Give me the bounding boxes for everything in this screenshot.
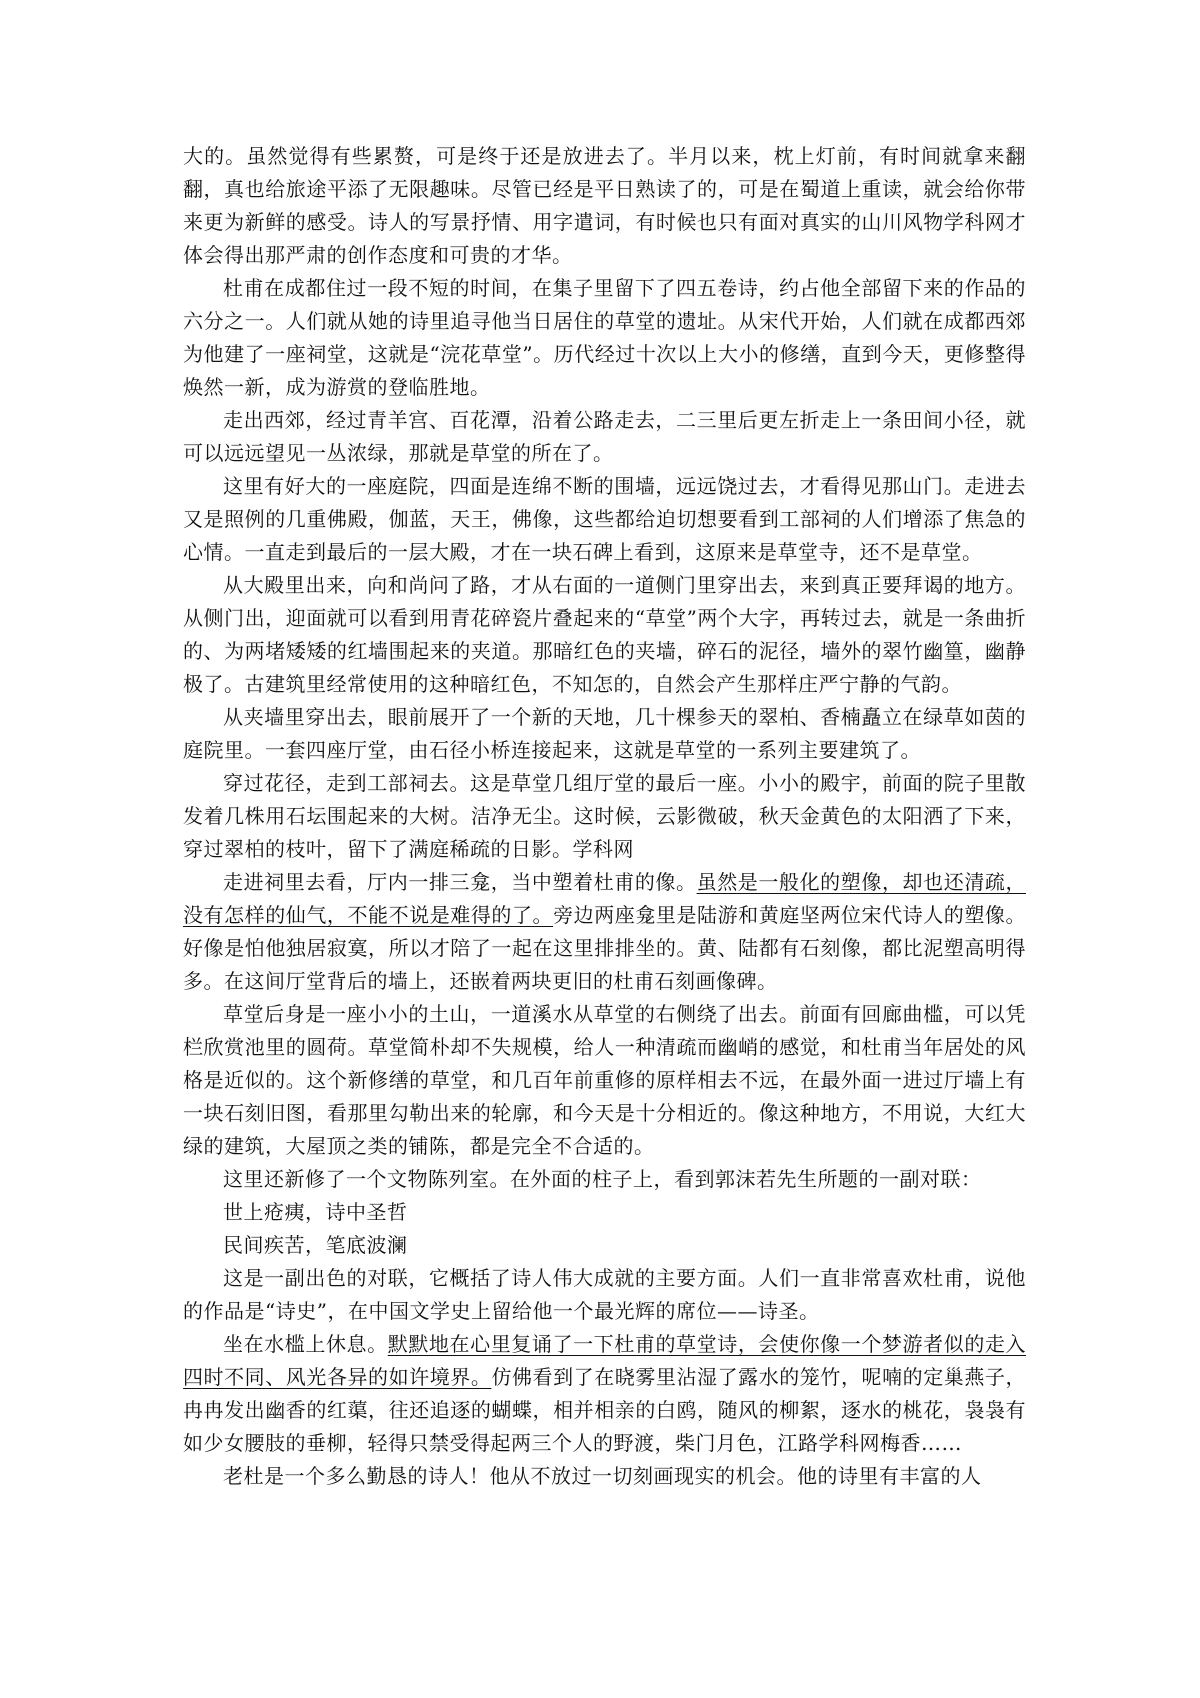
text-segment: 杜甫在成都住过一段不短的时间，在集子里留下了四五卷诗，约占他全部留下来的作品的六分之一。人们就从她的诗里追寻他当日居住的草堂的遗址。从宋代开始，人们就在成都西郊为他建了一座祠堂，这就是“浣花草堂”。历代经过十次以上大小的修缮，直到今天，更修整得焕然一新，成为游赏的登临胜地。 [183, 276, 1026, 399]
text-segment: 这里还新修了一个文物陈列室。在外面的柱子上，看到郭沫若先生所题的一副对联： [223, 1167, 982, 1191]
paragraph [183, 1262, 1026, 1328]
text-segment: 世上疮痍，诗中圣哲 [223, 1200, 408, 1224]
text-segment: 老杜是一个多么勤恳的诗人！他从不放过一切刻画现实的机会。他的诗里有丰富的人 [223, 1464, 982, 1488]
text-segment: 穿过花径，走到工部祠去。这是草堂几组厅堂的最后一座。小小的殿宇，前面的院子里散发着几株用石坛围起来的大树。洁净无尘。这时候，云影微破，秋天金黄色的太阳洒了下来，穿过翠柏的枝叶，留下了满庭稀疏的日影。学科网 [183, 771, 1026, 861]
paragraph [183, 404, 1026, 470]
text-segment: 从夹墙里穿出去，眼前展开了一个新的天地，几十棵参天的翠柏、香楠矗立在绿草如茵的庭院里。一套四座厅堂，由石径小桥连接起来，这就是草堂的一系列主要建筑了。 [183, 705, 1026, 762]
paragraph [183, 140, 1026, 272]
text-segment: 坐在水槛上休息。 [223, 1332, 388, 1356]
paragraph [183, 1229, 1026, 1262]
paragraph [183, 470, 1026, 569]
paragraph [183, 767, 1026, 866]
paragraph [183, 1460, 1026, 1493]
text-segment: 仿佛看到了在晓雾里沾湿了露水的笼竹，呢喃的定巢燕子，冉冉发出幽香的红蕖，往还追逐的蝴蝶，相并相亲的白鸥，随风的柳絮，逐水的桃花，袅袅有如少女腰肢的垂柳，轻得只禁受得起两三个人的野渡，柴门月色，江路学科网梅香…… [183, 1365, 1026, 1455]
text-segment: 走进祠里去看，厅内一排三龛，当中塑着杜甫的像。 [223, 870, 697, 894]
paragraph [183, 1196, 1026, 1229]
underlined-sentence: 虽然是一般化的塑像，却也还清疏，没有怎样的仙气，不能不说是难得的了。 [183, 870, 1027, 927]
paragraph [183, 1328, 1026, 1460]
paragraph [183, 998, 1026, 1163]
paragraph [183, 1163, 1026, 1196]
text-segment: 民间疾苦，笔底波澜 [223, 1233, 408, 1257]
text-segment: 大的。虽然觉得有些累赘，可是终于还是放进去了。半月以来，枕上灯前，有时间就拿来翻翻，真也给旅途平添了无限趣味。尽管已经是平日熟读了的，可是在蜀道上重读，就会给你带来更为新鲜的感受。诗人的写景抒情、用字遣词，有时候也只有面对真实的山川风物学科网才体会得出那严肃的创作态度和可贵的才华。 [183, 144, 1026, 267]
paragraph [183, 701, 1026, 767]
text-segment: 这里有好大的一座庭院，四面是连绵不断的围墙，远远饶过去，才看得见那山门。走进去又是照例的几重佛殿，伽蓝，天王，佛像，这些都给迫切想要看到工部祠的人们增添了焦急的心情。一直走到最后的一层大殿，才在一块石碑上看到，这原来是草堂寺，还不是草堂。 [183, 474, 1026, 564]
article-body [183, 140, 1026, 1493]
text-segment: 从大殿里出来，向和尚问了路，才从右面的一道侧门里穿出去，来到真正要拜谒的地方。从侧门出，迎面就可以看到用青花碎瓷片叠起来的“草堂”两个大字，再转过去，就是一条曲折的、为两堵矮矮的红墙围起来的夹道。那暗红色的夹墙，碎石的泥径，墙外的翠竹幽篁，幽静极了。古建筑里经常使用的这种暗红色，不知怎的，自然会产生那样庄严宁静的气韵。 [183, 573, 1026, 696]
paragraph [183, 272, 1026, 404]
paragraph [183, 866, 1026, 998]
underlined-sentence: 默默地在心里复诵了一下杜甫的草堂诗，会使你像一个梦游者似的走入四时不同、风光各异的如许境界。 [183, 1332, 1027, 1389]
text-segment: 草堂后身是一座小小的土山，一道溪水从草堂的右侧绕了出去。前面有回廊曲槛，可以凭栏欣赏池里的圆荷。草堂简朴却不失规模，给人一种清疏而幽峭的感觉，和杜甫当年居处的风格是近似的。这个新修缮的草堂，和几百年前重修的原样相去不远，在最外面一进过厅墙上有一块石刻旧图，看那里勾勒出来的轮廓，和今天是十分相近的。像这种地方，不用说，大红大绿的建筑，大屋顶之类的铺陈，都是完全不合适的。 [183, 1002, 1026, 1158]
paragraph [183, 569, 1026, 701]
text-segment: 旁边两座龛里是陆游和黄庭坚两位宋代诗人的塑像。好像是怕他独居寂寞，所以才陪了一起在这里排排坐的。黄、陆都有石刻像，都比泥塑高明得多。在这间厅堂背后的墙上，还嵌着两块更旧的杜甫石刻画像碑。 [183, 903, 1026, 993]
text-segment: 这是一副出色的对联，它概括了诗人伟大成就的主要方面。人们一直非常喜欢杜甫，说他的作品是“诗史”，在中国文学史上留给他一个最光辉的席位——诗圣。 [183, 1266, 1026, 1323]
text-segment: 走出西郊，经过青羊宫、百花潭，沿着公路走去，二三里后更左折走上一条田间小径，就可以远远望见一丛浓绿，那就是草堂的所在了。 [183, 408, 1026, 465]
